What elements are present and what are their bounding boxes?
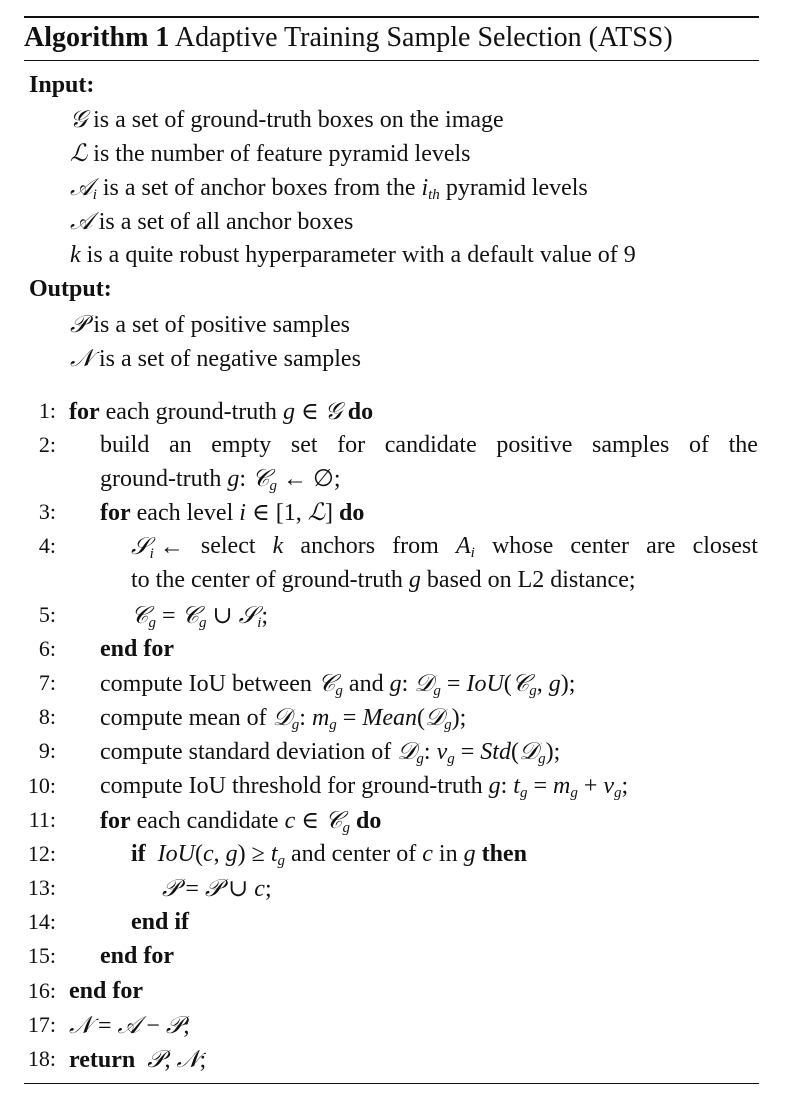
algorithm-line: 𝒩 = 𝒜 − 𝒫; [69,1011,190,1039]
output-item: 𝒫 is a set of positive samples [70,310,350,338]
line-number: 3: [38,499,56,524]
top-rule [24,16,759,18]
line-number: 11: [28,807,56,832]
algorithm-line: 𝒮$_i$ ← select k anchors from $A_i$ whose center are closest [131,532,758,562]
algorithm-line: end for [100,943,174,969]
line-number: 1: [38,398,56,423]
line-number: 17: [27,1012,56,1037]
algorithm-line: compute IoU between 𝒞$_g$ and g: 𝒟$_g$ = IoU(𝒞$_g$, g); [100,669,576,699]
line-number: 14: [27,909,56,934]
input-header: Input: [29,72,95,98]
algorithm-line: if IoU(c, $g) \ge t_g$ and center of c in g then [131,841,527,869]
algorithm-line-continued: ground-truth g: 𝒞$_g$ ← ∅; [100,464,341,494]
bottom-rule [24,1083,759,1084]
line-number: 16: [27,978,56,1003]
algorithm-line: compute mean of 𝒟$_g$: $m_g$ = Mean(𝒟$_g$); [100,703,467,733]
algorithm-title [24,21,673,55]
algorithm-line-continued: to the center of ground-truth g based on L2 distance; [131,567,636,593]
input-item: ℒ is the number of feature pyramid levels [70,139,471,167]
algorithm-line: for each candidate c ∈ 𝒞$_g$ do [100,806,382,836]
algorithm-line: end for [100,636,174,662]
algorithm-title-label: Algorithm 1 [24,22,170,53]
algorithm-line: end for [69,978,143,1004]
algorithm-title-text: Adaptive Training Sample Selection (ATSS) [174,22,673,53]
algorithm-line: return 𝒫, 𝒩; [69,1045,207,1073]
line-number: 6: [38,636,56,661]
input-item: 𝒢 is a set of ground-truth boxes on the image [70,105,504,133]
title-rule [24,60,759,61]
algorithm-line: end if [131,909,190,935]
line-number: 4: [38,533,56,558]
line-number: 5: [38,602,56,627]
line-number: 8: [38,704,56,729]
output-item: 𝒩 is a set of negative samples [70,344,361,372]
algorithm-line: compute IoU threshold for ground-truth g: $t_g = m_g + v_g$; [100,773,629,801]
line-number: 9: [38,738,56,763]
input-item: 𝒜$_i$ is a set of anchor boxes from the $i_{th}$ pyramid levels [70,173,588,203]
line-number: 15: [27,943,56,968]
line-number: 13: [27,875,56,900]
output-header: Output: [29,276,112,302]
line-number: 7: [38,670,56,695]
algorithm-line: for each ground-truth g ∈ 𝒢 do [69,397,374,425]
input-item: 𝒜 is a set of all anchor boxes [70,207,354,235]
algorithm-line: for each level i ∈ [1, ℒ] do [100,498,365,526]
input-item: k is a quite robust hyperparameter with a default value of 9 [70,242,636,268]
line-number: 2: [38,432,56,457]
line-number: 18: [27,1046,56,1071]
line-number: 12: [27,841,56,866]
algorithm-line: compute standard deviation of 𝒟$_g$: $v_g$ = Std(𝒟$_g$); [100,737,561,767]
algorithm-line: 𝒫 = 𝒫 ∪ c; [162,874,272,902]
algorithm-line: 𝒞$_g$ = 𝒞$_g$ ∪ 𝒮$_i$; [131,601,269,631]
line-number: 10: [27,773,56,798]
algorithm-line: build an empty set for candidate positive samples of the [100,432,758,458]
